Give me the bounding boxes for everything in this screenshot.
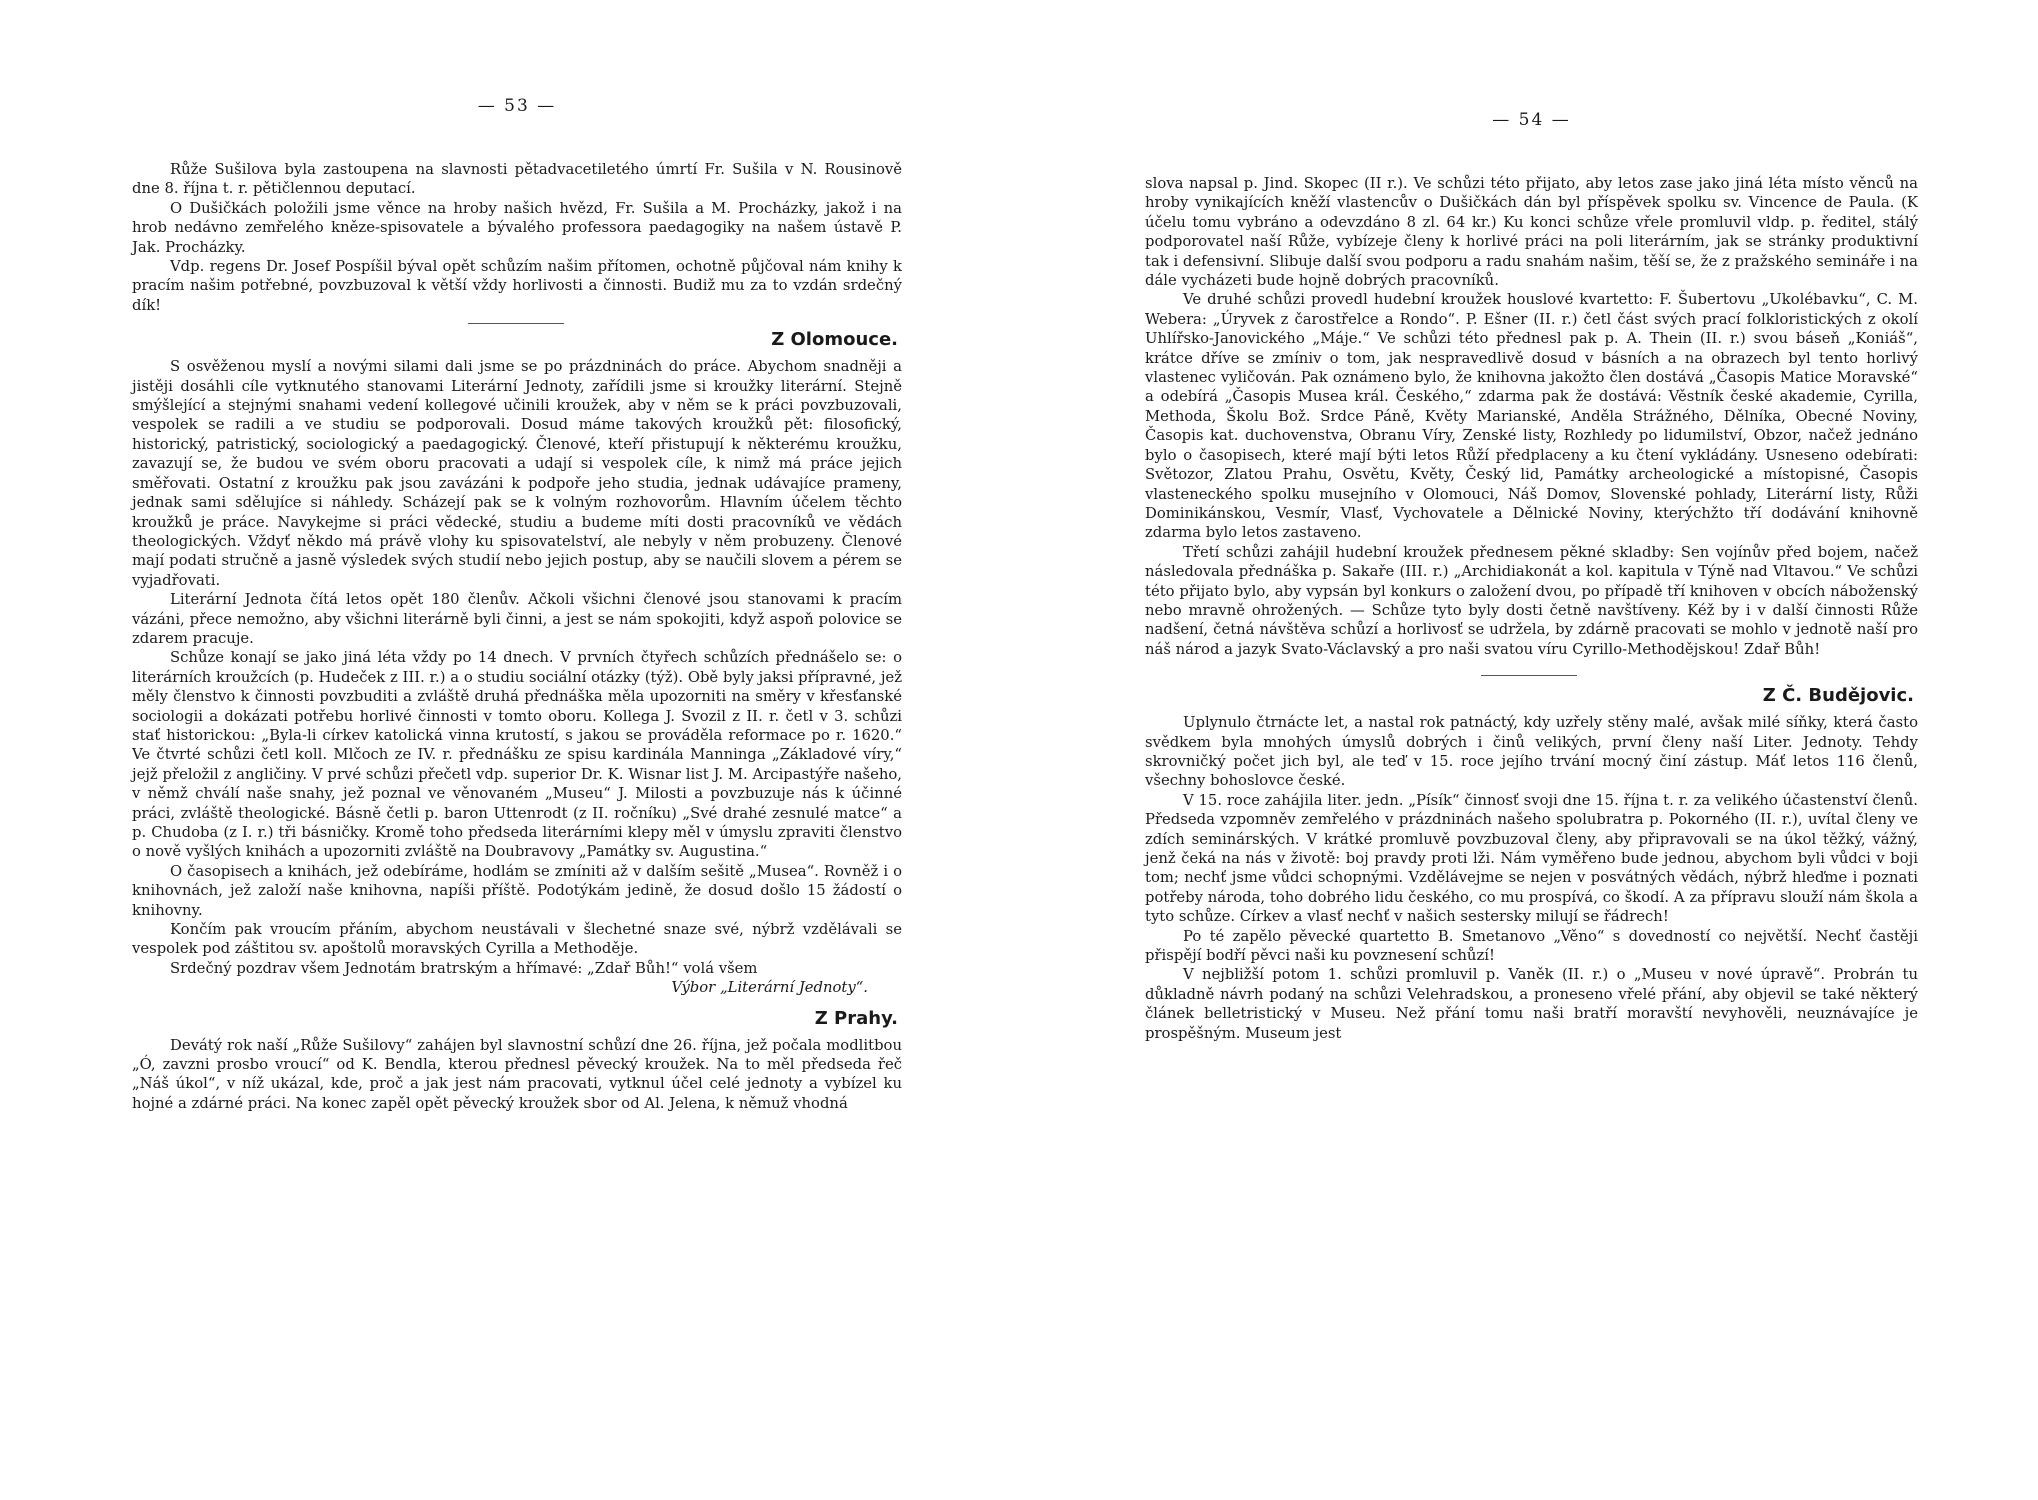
paragraph: V nejbližší potom 1. schůzi promluvil p. Vaněk (II. r.) o „Museu v nové úpravě“. Probrán tu důkladně návrh podaný na schůzi Velehradskou, a proneseno vřelé přání, aby objevil se také některý článek belletristický v Museu. Než přání tomu naši bratří moravští nevyhověli, neuznávajíce je prospěšným. Museum jest — [1145, 966, 1918, 1042]
paragraph: V 15. roce zahájila liter. jedn. „Písík“ činnosť svoji dne 15. října t. r. za velikého účastenství členů. Předseda vzpomněv zemřelého v prázdninách našeho spolubratra p. Pokorného (II. r.), uvítal členy ve zdích seminárských. V krátké promluvě povzbuzoval členy, aby připravovali se na úkol těžký, vážný, jenž čeká na nás v životě: boj pravdy proti lži. Nám vyměřeno bude jednou, abychom byli vůdci v boji tom; nechť jsme vůdci schopnými. Vzdělávejme se nejen v posvátných vědách, nýbrž hleďme i poznati potřeby národa, toho dobrého lidu českého, co mu prospívá, co škodí. A za přípravu slouží nám škola a tyto schůze. Církev a vlasť nechť v našich sestersky milují se řádrech! — [1145, 791, 1918, 926]
paragraph: Uplynulo čtrnácte let, a nastal rok patnáctý, kdy uzřely stěny malé, avšak milé síňky, která často svědkem byla mnohých úmyslů dobrých i činů velikých, první členy naší Liter. Jednoty. Tehdy skrovničký počet jich byl, ale teď v 15. roce jejího trvání mocný činí zástup. Máť letos 116 členů, všechny bohoslovce české. — [1145, 714, 1918, 790]
paragraph: Končím pak vroucím přáním, abychom neustávali v šlechetné snaze své, nýbrž vzdělávali se vespolek pod záštitou sv. apoštolů moravských Cyrilla a Methoděje. — [132, 921, 902, 958]
paragraph: Srdečný pozdrav všem Jednotám bratrským a hřímavé: „Zdař Bůh!“ volá všem — [170, 959, 758, 977]
paragraph: Po té zapělo pěvecké quartetto B. Smetanovo „Věno“ s dovedností co největší. Nechť častěji přispějí bodří pěvci naši ku povznesení schůzí! — [1145, 927, 1918, 965]
page-number: — 54 — — [1492, 110, 1571, 130]
section-heading-budejovice: Z Č. Budějovic. — [1762, 685, 1914, 707]
signature: Výbor „Literární Jednoty“. — [671, 979, 868, 997]
section-divider — [132, 315, 902, 329]
paragraph: O Dušičkách položili jsme věnce na hroby našich hvězd, Fr. Sušila a M. Procházky, jakož i na hrob nedávno zemřelého kněze-spisovatele a bývalého professora paedagogiky na našem ústavě P. Jak. Procházky. — [132, 199, 902, 256]
paragraph: Třetí schůzi zahájil hudební kroužek přednesem pěkné skladby: Sen vojínův před bojem, načež následovala přednáška p. Sakaře (III. r.) „Archidiakonát a kol. kapitula v Týně nad Vltavou.“ Ve schůzi této přijato bylo, aby vypsán byl konkurs o založení dvou, po případě tří knihoven v obcích náboženský nebo mravně ohrožených. — Schůze tyto byly dosti četně navštíveny. Kéž by i v další činnosti Růže nadšení, četná návštěva schůzí a horlivosť se udržela, by zdárně pracovati se mohlo v jednotě naší pro náš národ a jazyk Svato-Václavský a pro naši svatou víru Cyrillo-Methodějskou! Zdař Bůh! — [1145, 543, 1918, 658]
section-heading-praha: Z Prahy. — [814, 1007, 898, 1029]
left-page-body — [132, 160, 902, 1113]
paragraph: Vdp. regens Dr. Josef Pospíšil býval opět schůzím našim přítomen, ochotně půjčoval nám knihy k pracím našim potřebné, povzbuzoval k větší vždy horlivosti a činnosti. Budiž mu za to vzdán srdečný dík! — [132, 258, 902, 314]
paragraph: slova napsal p. Jind. Skopec (II r.). Ve schůzi této přijato, aby letos zase jako jiná léta místo věnců na hroby vynikajících kněží vlastencův o Dušičkách dán byl příspěvek spolku sv. Vincence de Paula. (K účelu tomu vybráno a odevzdáno 8 zl. 64 kr.) Ku konci schůze vřele promluvil vldp. p. ředitel, stálý podporovatel naší Růže, vybízeje členy k horlivé práci na poli literárním, jak se stránky produktivní tak i defensivní. Slibuje další svou podporu a radu snahám našim, těší se, že z pražského semináře i na dále vycházeti bude hojně dobrých pracovníků. — [1145, 175, 1918, 290]
paragraph: S osvěženou myslí a novými silami dali jsme se po prázdninách do práce. Abychom snadněji a jistěji dosáhli cíle vytknutého stanovami Literární Jednoty, zařídili jsme si kroužky literární. Stejně smýšlející a stejnými snahami vedení kollegové učinili kroužek, aby v něm se k práci povzbuzovali, vespolek se radili a ve studiu se podporovali. Dosud máme takových kroužků pět: filosofický, historický, patristický, sociologický a paedagogický. Členové, kteří přistupují k některému kroužku, zavazují se, že budou ve svém oboru pracovati a udají si vespolek cíle, k nimž má práce jejich směřovati. Ostatní z kroužku pak jsou zavázáni k podpoře jeho studia, jednak udávajíce prameny, jednak sami sdělujíce si náhledy. Scházejí pak se k volným rozhovorům. Hlavním účelem těchto kroužků je práce. Navykejme si práci vědecké, studiu a budeme míti dosti pracovníků ve vědách theologických. Vždyť někdo má právě vlohy ku spisovatelství, ale nebyly v něm probuzeny. Členové mají podati stručně a jasně výsledek svých studií nebo jejich postup, aby se naučili slovem a pérem se vyjadřovati. — [132, 358, 902, 589]
section-divider — [1145, 659, 1918, 685]
section-heading-olomouc: Z Olomouce. — [771, 329, 898, 351]
paragraph: Růže Sušilova byla zastoupena na slavnosti pětadvacetiletého úmrtí Fr. Sušila v N. Rousinově dne 8. října t. r. pětičlennou deputací. — [132, 161, 902, 198]
paragraph: O časopisech a knihách, jež odebíráme, hodlám se zmíniti až v dalším sešitě „Musea“. Rovněž i o knihovnách, jež založí naše knihovna, napíši příště. Podotýkám jedině, že dosud došlo 15 žádostí o knihovny. — [132, 862, 902, 919]
paragraph: Literární Jednota čítá letos opět 180 členův. Ačkoli všichni členové jsou stanovami k pracím vázáni, přece nemožno, aby všichni literárně byli činni, a jest se nám spokojiti, když aspoň polovice se zdarem pracuje. — [132, 591, 902, 647]
paragraph: Ve druhé schůzi provedl hudební kroužek houslové kvartetto: F. Šubertovu „Ukolébavku“, C. M. Webera: „Úryvek z čarostřelce a Rondo“. P. Ešner (II. r.) četl část svých prací folkloristických z okolí Uhlířsko-Janovického „Máje.“ Ve schůzi této přednesl pak p. A. Thein (II. r.) svou báseň „Koniáš“, krátce dříve se zmíniv o tom, jak nespravedlivě dosud v básních a na obrazech byl tento horlivý vlastenec vyličován. Pak oznámeno bylo, že knihovna jakožto člen dostává „Časopis Matice Moravské“ a odebírá „Časopis Musea král. Českého,“ zdarma pak že dostává: Věstník české akademie, Cyrilla, Methoda, Školu Bož. Srdce Páně, Květy Marianské, Anděla Strážného, Dělníka, Obecné Noviny, Časopis kat. duchovenstva, Obranu Víry, Zenské listy, Rozhledy po lidumilství, Obzor, načež jednáno bylo o časopisech, které mají býti letos Růží předplaceny a ku čtení vykládány. Usneseno odebírati: Světozor, Zlatou Prahu, Osvětu, Květy, Český lid, Památky archeologické a místopisné, Časopis vlasteneckého spolku musejního v Olomouci, Náš Domov, Slovenské pohlady, Literární listy, Růži Dominikánskou, Vesmír, Vlasť, Vychovatele a Dělnické Noviny, kterýchžto tří dodávání knihovně zdarma bylo letos zastaveno. — [1145, 291, 1918, 542]
paragraph: Devátý rok naší „Růže Sušilovy“ zahájen byl slavnostní schůzí dne 26. října, jež počala modlitbou „Ó, zavzni prosbo vroucí“ od K. Bendla, kterou přednesl pěvecký kroužek. Na to měl předseda řeč „Náš úkol“, v níž ukázal, kde, proč a jak jest nám pracovati, vytknul účel celé jednoty a vybízel ku hojné a zdárné práci. Na konec zapěl opět pěvecký kroužek sbor od Al. Jelena, k němuž vhodná — [132, 1036, 902, 1112]
right-page-body — [1145, 174, 1918, 1043]
page-number: — 53 — — [477, 96, 557, 116]
paragraph: Schůze konají se jako jiná léta vždy po 14 dnech. V prvních čtyřech schůzích přednášelo se: o literárních kroužcích (p. Hudeček z III. r.) a o studiu sociální otázky (týž). Obě byly jaksi přípravné, jež měly členstvo k činnosti povzbuditi a zvláště druhá přednáška měla upozorniti na směry v křesťanské sociologii a dokázati potřebu horlivé činnosti v tomto oboru. Kollega J. Svozil z II. r. četl v 3. schůzi stať historickou: „Byla-li církev katolická vinna krutostí, s jakou se prováděla reformace po r. 1620.“ Ve čtvrté schůzi četl koll. Mlčoch ze IV. r. přednášku ze spisu kardinála Manninga „Základové víry,“ jejž přeložil z angličiny. V prvé schůzi přečetl vdp. superior Dr. K. Wisnar list J. M. Arcipastýře našeho, v němž chválí naše snahy, jež poznal ve věnovaném „Museu“ J. Milosti a povzbuzuje nás k účinné práci, zvláště theologické. Básně četli p. baron Uttenrodt (z II. ročníku) „Své drahé zesnulé matce“ a p. Chudoba (z I. r.) tři básničky. Kromě toho předseda literárními klepy měl v úmyslu zpraviti členstvo o nově vyšlých knihách a upozorniti zvláště na Doubravovy „Památky sv. Augustina.“ — [132, 649, 902, 861]
